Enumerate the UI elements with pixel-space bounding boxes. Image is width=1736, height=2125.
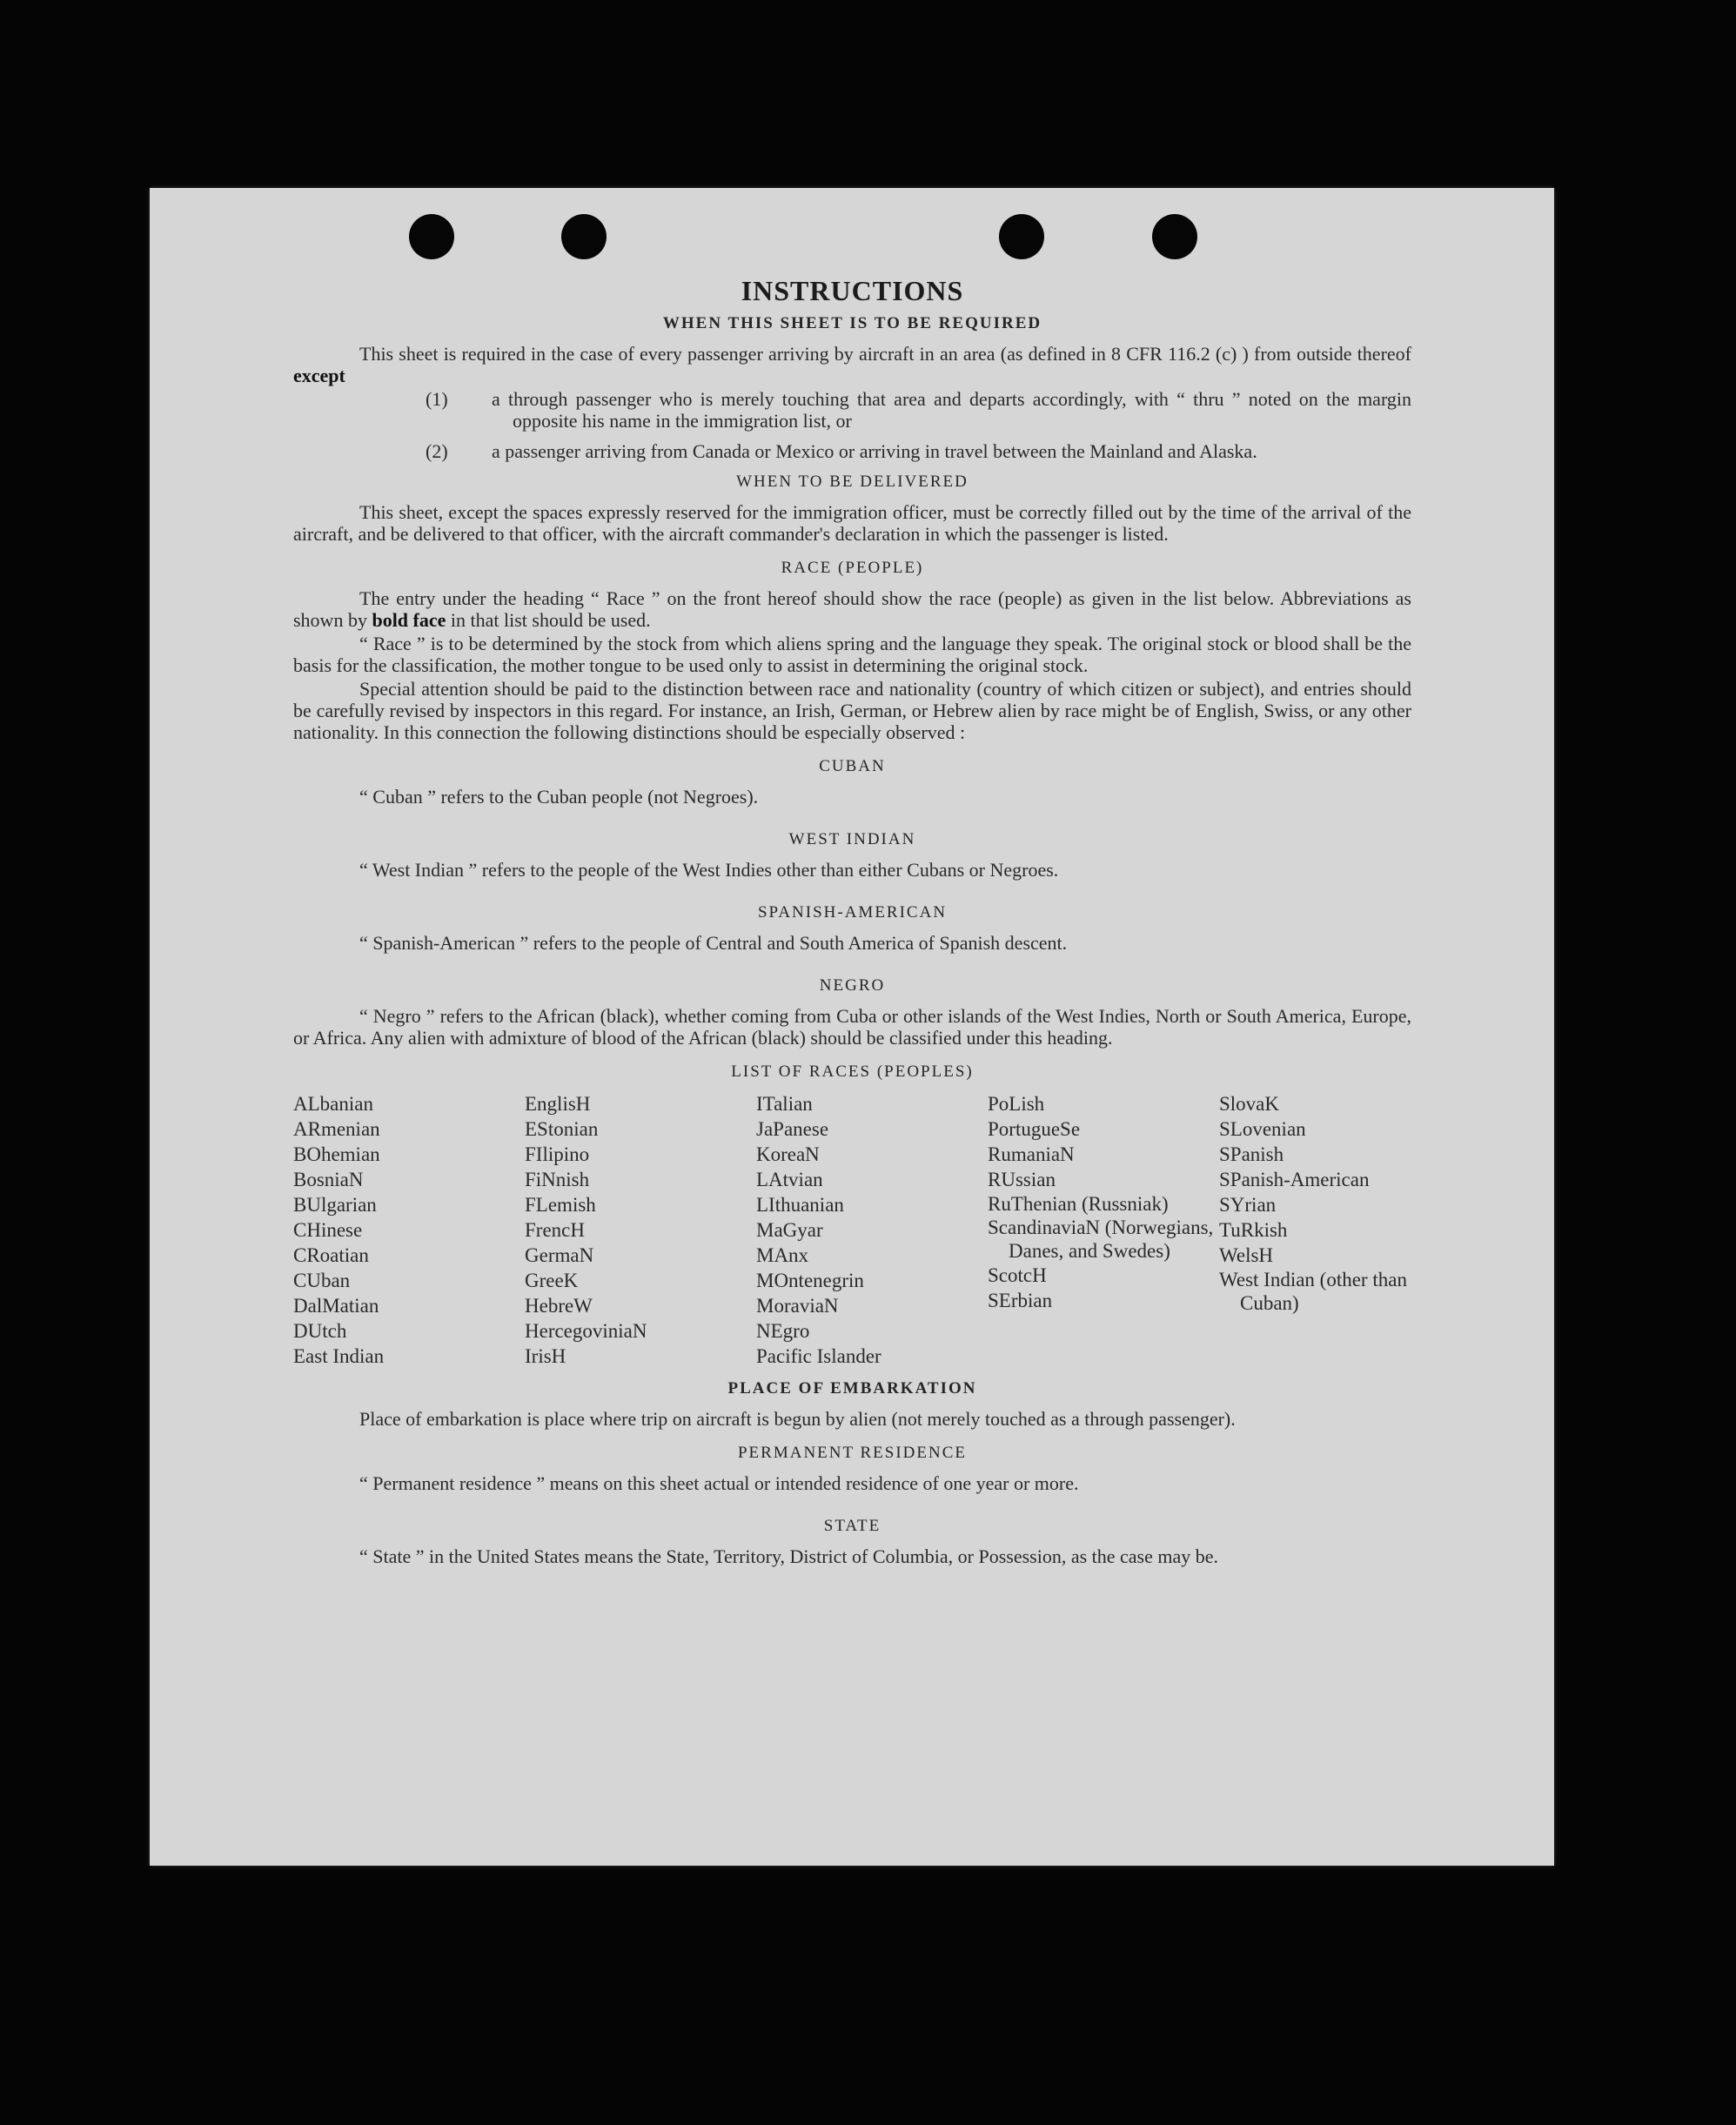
race-item: DUtch (293, 1320, 347, 1342)
punch-hole (561, 214, 607, 259)
race-item: RUssian (988, 1169, 1056, 1190)
race-item: ScotcH (988, 1264, 1047, 1286)
race-item: SPanish (1219, 1143, 1284, 1165)
heading-state: STATE (823, 1517, 881, 1535)
race-item: CHinese (293, 1219, 363, 1241)
race-item: EStonian (525, 1118, 599, 1140)
race-item: ALbanian (293, 1093, 373, 1115)
race-paragraph-1: The entry under the heading “ Race ” on the front hereof should show the race (people) as given in the list below. Abbreviations as shown by bold face in that list should be used. (293, 587, 1411, 631)
race-item: SPanish-American (1219, 1169, 1370, 1190)
races-list (293, 1091, 1411, 1369)
race-item: SErbian (988, 1290, 1053, 1311)
cuban-text: “ Cuban ” refers to the Cuban people (not Negroes). (359, 786, 759, 808)
races-column-4 (988, 1091, 1219, 1369)
state-text: “ State ” in the United States means the State, Territory, District of Columbia, or Possession, as the case may be. (359, 1545, 1219, 1567)
race-item: LAtvian (756, 1169, 823, 1190)
race-paragraph-3: Special attention should be paid to the distinction between race and nationality (country of which citizen or subject), and entries should be carefully revised by inspectors in this regard. For instance, an Irish, German, or Hebrew alien by race might be of English, Swiss, or any other nationality. In this connection the following distinctions should be especially observed : (293, 678, 1411, 743)
race-item: GermaN (525, 1244, 594, 1266)
race-item: LIthuanian (756, 1194, 844, 1216)
race-item: SLovenian (1219, 1118, 1306, 1140)
heading-west-indian: WEST INDIAN (788, 830, 916, 848)
races-column-2 (525, 1091, 756, 1369)
race-item: MOntenegrin (756, 1270, 864, 1291)
heading-list-of-races: LIST OF RACES (PEOPLES) (731, 1062, 974, 1081)
heading-place-of-embarkation: PLACE OF EMBARKATION (727, 1379, 977, 1398)
when-delivered-text: This sheet, except the spaces expressly reserved for the immigration officer, must be correctly filled out by the time of the arrival of the aircraft, and be delivered to that officer, with the aircraft commander's declaration in which the passenger is listed. (293, 501, 1411, 545)
heading-cuban: CUBAN (819, 757, 886, 775)
item-text: a passenger arriving from Canada or Mexico or arriving in travel between the Mainland and Alaska. (492, 440, 1257, 462)
race-item: BosniaN (293, 1169, 364, 1190)
exception-item-1 (293, 388, 1411, 432)
spanish-american-text: “ Spanish-American ” refers to the people of Central and South America of Spanish descent. (359, 932, 1068, 954)
race-item: KoreaN (756, 1143, 820, 1165)
document-sheet (150, 188, 1554, 1866)
race-item: FiNnish (525, 1169, 590, 1190)
race-item: Pacific Islander (756, 1345, 881, 1367)
except-bold: except (293, 365, 345, 386)
race-item: ARmenian (293, 1118, 380, 1140)
races-column-5 (1219, 1091, 1411, 1369)
item-number: (2) (426, 440, 448, 462)
heading-spanish-american: SPANISH-AMERICAN (757, 903, 948, 922)
race-item: HebreW (525, 1295, 593, 1317)
race-paragraph-2: “ Race ” is to be determined by the stock from which aliens spring and the language they speak. The original stock or blood shall be the basis for the classification, the mother tongue to be used only to assist in determining the original stock. (293, 633, 1411, 676)
race-item: RuThenian (Russniak) (988, 1193, 1169, 1215)
race-item: MaGyar (756, 1219, 823, 1241)
race-item: West Indian (other than Cuban) (1219, 1269, 1407, 1314)
race-item: FLemish (525, 1194, 596, 1216)
race-item: MAnx (756, 1244, 809, 1266)
race-item: WelsH (1219, 1244, 1274, 1266)
race-item: SYrian (1219, 1194, 1277, 1216)
race-item: MoraviaN (756, 1295, 839, 1317)
race-item: HercegoviniaN (525, 1320, 647, 1342)
when-required-intro: This sheet is required in the case of every passenger arriving by aircraft in an area (as defined in 8 CFR 116.2 (c) ) from outside thereof except (293, 343, 1411, 386)
heading-negro: NEGRO (819, 976, 886, 995)
races-column-1 (293, 1091, 525, 1369)
negro-text: “ Negro ” refers to the African (black), whether coming from Cuba or other islands of the West Indies, North or South America, Europe, or Africa. Any alien with admixture of blood of the African (black) should be classified under this heading. (293, 1005, 1411, 1049)
race-item: East Indian (293, 1345, 385, 1367)
item-text: a through passenger who is merely touching that area and departs accordingly, with “ thru ” noted on the margin opposite his name in the immigration list, or (492, 388, 1411, 432)
race-item: JaPanese (756, 1118, 829, 1140)
race-item: TuRkish (1219, 1219, 1288, 1241)
race-item: BOhemian (293, 1143, 380, 1165)
race-item: ScandinaviaN (Norwegians, Danes, and Swedes) (988, 1217, 1214, 1262)
race-item: EnglisH (525, 1093, 591, 1115)
race-item: RumaniaN (988, 1143, 1075, 1165)
race-item: GreeK (525, 1270, 579, 1291)
race-item: FrencH (525, 1219, 585, 1241)
race-item: IrisH (525, 1345, 566, 1367)
punch-hole (999, 214, 1044, 259)
race-item: ITalian (756, 1093, 813, 1115)
page-title: INSTRUCTIONS (741, 275, 964, 306)
embarkation-text: Place of embarkation is place where trip on aircraft is begun by alien (not merely touched as a through passenger). (359, 1408, 1236, 1430)
race-item: SlovaK (1219, 1093, 1279, 1115)
bold-face-text: bold face (372, 609, 446, 631)
race-item: CRoatian (293, 1244, 369, 1266)
item-number: (1) (426, 388, 448, 410)
race-item: BUlgarian (293, 1194, 377, 1216)
race-item: NEgro (756, 1320, 810, 1342)
races-column-3 (756, 1091, 988, 1369)
heading-when-required: WHEN THIS SHEET IS TO BE REQUIRED (662, 314, 1042, 332)
west-indian-text: “ West Indian ” refers to the people of the West Indies other than either Cubans or Negroes. (359, 859, 1059, 881)
heading-race: RACE (PEOPLE) (781, 559, 924, 577)
heading-when-delivered: WHEN TO BE DELIVERED (736, 473, 969, 491)
race-item: DalMatian (293, 1295, 379, 1317)
heading-permanent-residence: PERMANENT RESIDENCE (737, 1444, 968, 1462)
residence-text: “ Permanent residence ” means on this sheet actual or intended residence of one year or more. (359, 1472, 1079, 1494)
punch-hole (409, 214, 454, 259)
race-item: PoLish (988, 1093, 1045, 1115)
instructions-content (293, 275, 1411, 1579)
race-item: CUban (293, 1270, 351, 1291)
race-item: FIlipino (525, 1143, 590, 1165)
exception-item-2 (293, 440, 1411, 462)
race-item: PortugueSe (988, 1118, 1081, 1140)
punch-hole (1152, 214, 1197, 259)
